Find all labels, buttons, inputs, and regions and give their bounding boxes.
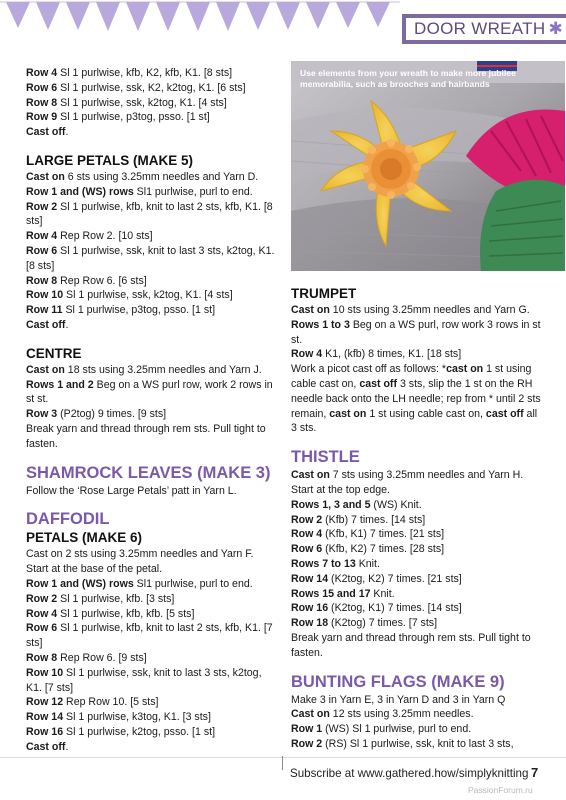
pattern-row: Break yarn and thread through rem sts. Pull tight to fasten.: [291, 631, 531, 659]
wreath-photo: [291, 61, 565, 271]
pattern-row: Break yarn and thread through rem sts. Pull tight to fasten.: [26, 422, 266, 450]
shamrock-heading: SHAMROCK LEAVES (MAKE 3): [26, 463, 271, 482]
pattern-row: Row 14 Sl 1 purlwise, k3tog, K1. [3 sts]: [26, 711, 211, 724]
right-column: [291, 286, 543, 752]
pattern-row: Row 2 (RS) Sl 1 purlwise, ssk, knit to last 3 sts,: [291, 737, 514, 750]
pattern-row: Make 3 in Yarn E, 3 in Yarn D and 3 in Yarn Q: [291, 693, 506, 706]
petals-rows: [26, 547, 276, 754]
daffodil-heading: DAFFODIL: [26, 510, 110, 529]
footer-divider: [282, 756, 283, 770]
pattern-row: Cast on 7 sts using 3.25mm needles and Yarn H. Start at the top edge.: [291, 469, 524, 496]
pattern-row: Row 16 Sl 1 purlwise, k2tog, psso. [1 st]: [26, 725, 216, 738]
pattern-row: Cast on 12 sts using 3.25mm needles.: [291, 708, 474, 721]
pattern-row: Row 11 Sl 1 purlwise, p3tog, psso. [1 st]: [26, 304, 216, 317]
pattern-row: Row 10 Sl 1 purlwise, ssk, knit to last 3 sts, k2tog, K1. [7 sts]: [26, 666, 262, 694]
bunting-flags-rows: [291, 693, 543, 752]
pattern-row: Cast on 10 sts using 3.25mm needles and Yarn G.: [291, 304, 530, 316]
asterisk-star-icon: ✱: [548, 19, 563, 38]
bunting-decoration: [0, 0, 400, 40]
thistle-heading: THISTLE: [291, 448, 360, 467]
pattern-row: Row 10 Sl 1 purlwise, ssk, k2tog, K1. [4 sts]: [26, 289, 233, 302]
left-column: [26, 66, 276, 754]
picot-instructions: Work a picot cast off as follows: *cast on 1 st using cable cast on, cast off 3 sts, slip the 1 st on the RH needle back onto the LH needle; rep from * until 2 sts remain, cast on 1 st using cable cast on, cast off all 3 sts.: [291, 363, 541, 435]
pattern-row: Row 4 (Kfb, K1) 7 times. [21 sts]: [291, 528, 445, 541]
centre-heading: CENTRE: [26, 345, 82, 361]
petals-heading: PETALS (MAKE 6): [26, 530, 143, 546]
pattern-row: Cast on 18 sts using 3.25mm needles and Yarn J.: [26, 363, 262, 376]
pattern-row: Row 9 Sl 1 purlwise, p3tog, psso. [1 st]: [26, 111, 210, 124]
thistle-rows: [291, 468, 543, 660]
pattern-row: Row 6 (Kfb, K2) 7 times. [28 sts]: [291, 543, 445, 556]
pattern-row: Row 6 Sl 1 purlwise, kfb, knit to last 2 sts, kfb, K1. [7 sts]: [26, 622, 273, 650]
pattern-row: Cast on 2 sts using 3.25mm needles and Yarn F. Start at the base of the petal.: [26, 548, 254, 576]
pattern-row: Row 2 (Kfb) 7 times. [14 sts]: [291, 513, 426, 526]
pattern-row: Row 2 Sl 1 purlwise, kfb, knit to last 2 sts, kfb, K1. [8 sts]: [26, 200, 273, 228]
pattern-row: Row 8 Rep Row 6. [9 sts]: [26, 651, 147, 664]
centre-rows: [26, 363, 276, 452]
pattern-row: Row 4 Sl 1 purlwise, kfb, K2, kfb, K1. [8 sts]: [26, 67, 233, 79]
pattern-row: Row 16 (K2tog, K1) 7 times. [14 sts]: [291, 602, 462, 615]
pattern-row: Row 6 Sl 1 purlwise, ssk, K2, k2tog, K1. [6 sts]: [26, 81, 246, 94]
bunting-flags-heading: BUNTING FLAGS (MAKE 9): [291, 672, 505, 691]
shamrock-text: Follow the ‘Rose Large Petals’ patt in Yarn L.: [26, 484, 237, 497]
pattern-row: Row 1 and (WS) rows Sl1 purlwise, purl to end.: [26, 577, 253, 590]
pattern-row: Row 4 Sl 1 purlwise, kfb, kfb. [5 sts]: [26, 607, 195, 620]
large-petals-heading: LARGE PETALS (MAKE 5): [26, 152, 194, 168]
trumpet-heading: TRUMPET: [291, 286, 357, 301]
pattern-row: Row 18 (K2tog) 7 times. [7 sts]: [291, 617, 438, 630]
pattern-row: Row 1 (WS) Sl 1 purlwise, purl to end.: [291, 723, 472, 736]
large-petals-rows: [26, 170, 276, 333]
photo-caption: Use elements from your wreath to make more jubilee memorabilia, such as brooches and hairbands: [300, 68, 516, 89]
pattern-row: Row 4 Rep Row 2. [10 sts]: [26, 230, 153, 243]
pattern-row: Rows 7 to 13 Knit.: [291, 557, 380, 570]
section-label-tab: [402, 14, 566, 44]
pattern-row: Cast on 6 sts using 3.25mm needles and Yarn D.: [26, 170, 259, 183]
section-label: DOOR WREATH: [414, 19, 546, 38]
subscribe-link[interactable]: Subscribe at www.gathered.how/simplyknitting: [290, 767, 529, 780]
pattern-row: Rows 1 and 2 Beg on a WS purl row, work 2 rows in st st.: [26, 378, 273, 406]
pattern-row: Cast off.: [26, 126, 69, 139]
rose-top-rows: [26, 66, 276, 140]
pattern-row: Row 8 Sl 1 purlwise, ssk, k2tog, K1. [4 sts]: [26, 96, 227, 109]
pattern-row: Cast off.: [26, 740, 69, 753]
page-number: 7: [531, 765, 539, 780]
pattern-row: Rows 15 and 17 Knit.: [291, 587, 395, 600]
pattern-row: Row 4 K1, (kfb) 8 times, K1. [18 sts]: [291, 348, 462, 361]
pattern-row: Row 12 Rep Row 10. [5 sts]: [26, 696, 159, 709]
pattern-row: Cast off.: [26, 318, 69, 331]
pattern-row: Rows 1 to 3 Beg on a WS purl, row work 3 rows in st st.: [291, 318, 541, 346]
watermark: PassionForum.ru: [468, 785, 533, 795]
pattern-row: Row 2 Sl 1 purlwise, kfb. [3 sts]: [26, 592, 175, 605]
trumpet-rows: [291, 303, 543, 436]
pattern-row: Row 1 and (WS) rows Sl1 purlwise, purl to end.: [26, 185, 253, 198]
pattern-row: Row 14 (K2tog, K2) 7 times. [21 sts]: [291, 572, 462, 585]
pattern-row: Row 3 (P2tog) 9 times. [9 sts]: [26, 408, 167, 421]
footer-rule: [0, 757, 566, 758]
pattern-row: Row 8 Rep Row 6. [6 sts]: [26, 274, 147, 287]
pattern-row: Rows 1, 3 and 5 (WS) Knit.: [291, 498, 422, 511]
pattern-row: Row 6 Sl 1 purlwise, ssk, knit to last 3 sts, k2tog, K1. [8 sts]: [26, 244, 275, 272]
